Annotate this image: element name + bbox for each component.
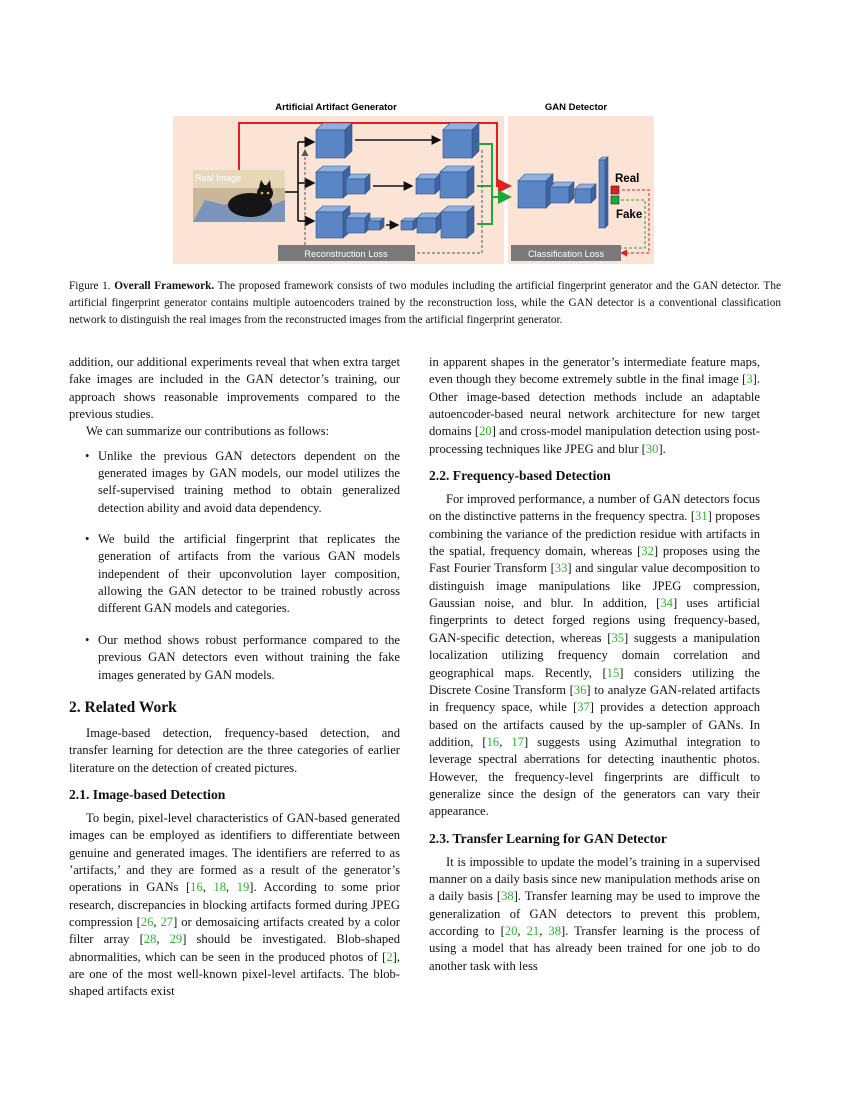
citation-link[interactable]: 28 [143, 932, 157, 947]
classification-loss-label: Classification Loss [527, 249, 605, 259]
cube [346, 174, 370, 194]
text-run: ] uses artificial fingerprints to detect forged regions using frequency-based, GAN-specific detection, whereas [ [429, 596, 760, 645]
real-image-label: Real Image [195, 173, 242, 183]
right-column [429, 354, 760, 975]
citation-link[interactable]: 29 [169, 932, 183, 947]
paragraph: addition, our additional experiments reveal that when extra target fake images are included in the GAN detector’s training, our approach shows reasonable improvements compared to the previous studies. [69, 355, 400, 422]
real-output-node [611, 186, 619, 194]
text-run: ] to analyze GAN-related artifacts in frequency space, while [ [429, 682, 760, 715]
citation-link[interactable]: 38 [501, 889, 514, 904]
fake-label: Fake [616, 209, 643, 221]
text-run: , [539, 923, 549, 938]
cube [316, 123, 352, 158]
text-run: ] proposes using the Fast Fourier Transform [ [429, 544, 761, 576]
paragraph [69, 810, 400, 1001]
text-run: , [153, 914, 161, 929]
text-run: ]. According to some prior research, discrepancies in blocking artifacts formed during JPEG compression [ [69, 880, 401, 929]
text-run: ] suggests using Azimuthal integration to leverage spectral aberrations for detecting inauthentic photos. However, the frequency-level fingerprints are difficult to generalize since the design of the generators can vary their appearance. [429, 734, 760, 819]
cube [440, 166, 474, 198]
text-run: , [517, 923, 527, 938]
subsection-heading: 2.1. Image-based Detection [69, 786, 226, 802]
framework-figure [0, 0, 850, 280]
generator-title: Artificial Artifact Generator [275, 102, 397, 113]
citation-link[interactable]: 30 [645, 441, 659, 456]
caption-prefix: Figure 1. [69, 280, 115, 292]
caption-title: Overall Framework. [114, 280, 215, 292]
citation-link[interactable]: 26 [140, 914, 154, 929]
framework-diagram [0, 0, 850, 280]
list-item: • Unlike the previous GAN detectors dependent on the generated images by GAN models, our model utilizes the self-supervised training method to obtain generalized detection ability and avoid data dependency. [98, 448, 400, 517]
citation-link[interactable]: 18 [213, 880, 227, 895]
text-run: ] provides a detection approach based on the artifacts caused by the up-sampler of GANs. In addition, [ [429, 700, 760, 749]
cube [575, 184, 596, 203]
citation-link[interactable]: 16 [190, 880, 203, 895]
subsection-heading: 2.3. Transfer Learning for GAN Detector [429, 830, 667, 846]
text-run: , [499, 734, 512, 749]
figure-caption [69, 278, 781, 329]
text-run: ] proposes combining the variance of the prediction residue with artifacts in the spatial, frequency domain, whereas [ [429, 509, 760, 559]
cube [316, 206, 350, 238]
citation-link[interactable]: 3 [746, 372, 753, 387]
citation-link[interactable]: 19 [236, 880, 250, 895]
fake-output-node [611, 196, 619, 204]
citation-link[interactable]: 20 [504, 923, 518, 938]
text-run: ] should be investigated. Blob-shaped abnormalities, which can be seen in the produced photos of [ [69, 932, 400, 964]
list-item: • Our method shows robust performance compared to the previous GAN detectors even without training the fake images generated by GAN models. [98, 632, 400, 684]
cube [368, 218, 384, 230]
section-heading: 2. Related Work [69, 698, 177, 716]
reconstruction-loss-label: Reconstruction Loss [304, 249, 388, 259]
fc-layer [599, 157, 608, 228]
text-run: It is impossible to update the model’s training in a supervised manner on a daily basis since new manipulation methods arise on a daily basis [ [429, 854, 760, 904]
citation-link[interactable]: 38 [548, 923, 561, 938]
citation-link[interactable]: 33 [554, 561, 568, 576]
citation-link[interactable]: 32 [641, 544, 654, 559]
cube [316, 166, 350, 198]
citation-link[interactable]: 15 [606, 665, 620, 680]
text-run: , [226, 880, 237, 895]
text-run: ]. Transfer learning is the process of using a model that has already been trained for one job to do another task with less [429, 923, 761, 973]
cube [443, 123, 479, 158]
real-image [193, 170, 285, 222]
paragraph [429, 491, 760, 821]
citation-link[interactable]: 20 [479, 424, 492, 439]
cube [416, 174, 440, 194]
contributions-list [69, 448, 400, 684]
real-label: Real [615, 173, 640, 185]
paragraph [429, 354, 760, 458]
citation-link[interactable]: 21 [526, 923, 540, 938]
left-column [69, 354, 400, 1001]
cube [550, 182, 574, 203]
citation-link[interactable]: 16 [486, 734, 500, 749]
text-run: To begin, pixel-level characteristics of GAN-based generated images can be employed as identifiers to differentiate between genuine and generated images. The identifiers are referred to as ’artifacts,’ and they are formed as a result of the generator’s operations in GANs [ [69, 810, 400, 895]
citation-link[interactable]: 34 [660, 596, 673, 611]
text-run: ]. Other image-based detection methods include an adaptable autoencoder-based neural network architecture for new target domains [ [429, 372, 760, 439]
citation-link[interactable]: 31 [695, 509, 708, 524]
cube [441, 206, 474, 238]
detector-title: GAN Detector [544, 102, 608, 113]
paragraph [429, 854, 760, 975]
cube [417, 213, 441, 233]
citation-link[interactable]: 35 [611, 630, 625, 645]
citation-link[interactable]: 36 [573, 682, 587, 697]
citation-link[interactable]: 2 [386, 949, 393, 964]
subsection-heading: 2.2. Frequency-based Detection [429, 468, 611, 484]
text-run: , [202, 880, 214, 895]
text-run: For improved performance, a number of GAN detectors focus on the distinctive patterns in the frequency spectra. [ [429, 492, 760, 524]
citation-link[interactable]: 17 [511, 734, 524, 749]
text-run: ]. [658, 441, 666, 456]
text-run: ] and singular value decomposition to distinguish image manipulations like JPEG compression, Gaussian noise, and blur. In addition, [ [429, 561, 760, 611]
text-run: ], are one of the most well-known pixel-level artifacts. The blob-shaped artifacts exist [69, 949, 400, 999]
cube [401, 218, 417, 230]
text-run: ] and cross-model manipulation detection using post-processing techniques like JPEG and blur [ [429, 424, 760, 456]
text-run: ] suggests a manipulation localization utilizing frequency domain correlation and geographical maps. Recently, [ [429, 630, 760, 680]
list-item: • We build the artificial fingerprint that replicates the generation of artifacts from the various GAN models independent of their upconvolution layer composition, allowing the GAN detector to be trained robustly across different GAN models and categories. [98, 531, 400, 618]
text-run: , [156, 932, 170, 947]
text-run: ]. Transfer learning may be used to improve the generalization of GAN detectors to prevent this problem, according to [ [429, 889, 760, 938]
text-run: ] considers utilizing the Discrete Cosine Transform [ [429, 665, 760, 697]
cube [346, 213, 370, 233]
text-run: ] or demosaicing artifacts created by a color filter array [ [69, 914, 400, 947]
paragraph: We can summarize our contributions as follows: [86, 424, 330, 439]
paragraph: Image-based detection, frequency-based detection, and transfer learning for detection are the three categories of earlier literature on the detection of created pictures. [69, 725, 400, 775]
text-run: in apparent shapes in the generator’s intermediate feature maps, even though they become extremely subtle in the final image [ [429, 355, 760, 387]
citation-link[interactable]: 27 [160, 914, 174, 929]
citation-link[interactable]: 37 [577, 700, 590, 715]
caption-text: The proposed framework consists of two modules including the artificial fingerprint generator and the GAN detector. The artificial fingerprint generator contains multiple autoencoders trained by the reconstruction loss, while the GAN detector is a conventional classification network to distinguish the real images from the reconstructed images from the artificial fingerprint generator. [69, 280, 781, 326]
cube [518, 174, 553, 208]
